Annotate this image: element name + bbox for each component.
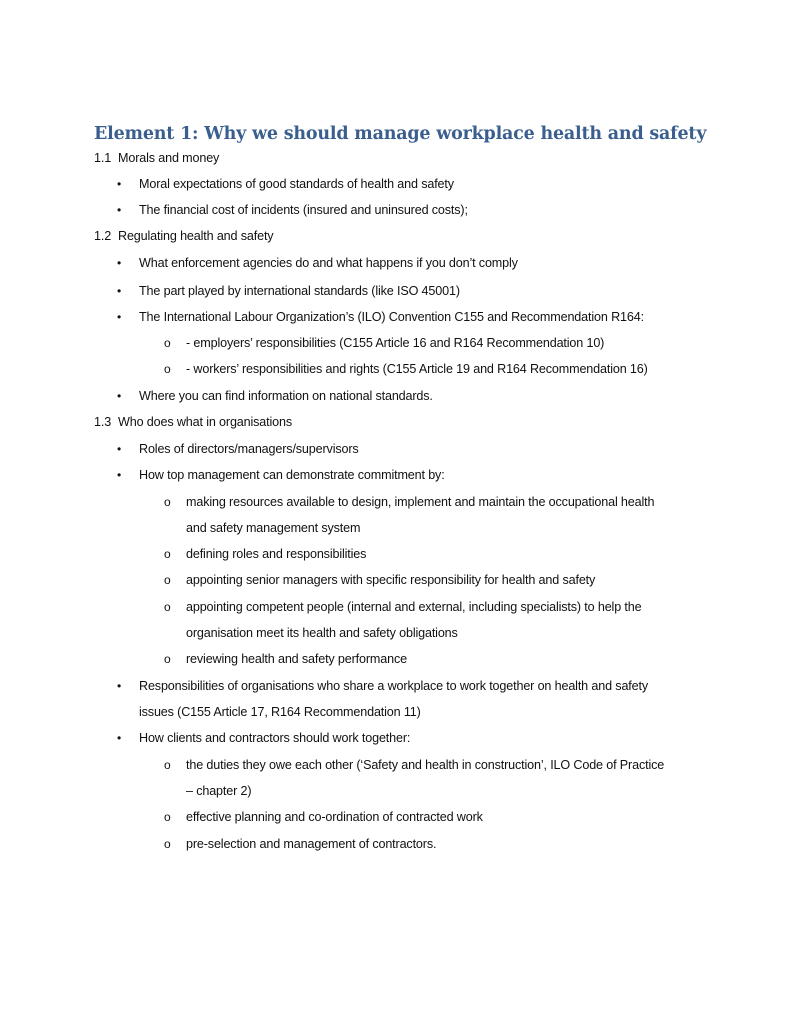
hollow-bullet-icon: o — [164, 810, 171, 824]
list-item: • Moral expectations of good standards of health and safety — [117, 177, 454, 191]
section-heading-1-1 — [94, 150, 219, 166]
list-item: • Where you can find information on national standards. — [117, 389, 433, 403]
bullet-icon: • — [117, 679, 122, 693]
section-title: Regulating health and safety — [118, 229, 274, 243]
hollow-bullet-icon: o — [164, 600, 171, 614]
sub-list-item: o - employers’ responsibilities (C155 Article 16 and R164 Recommendation 10) — [164, 336, 605, 350]
sub-list-item: o appointing competent people (internal and external, including specialists) to help the — [164, 600, 642, 614]
sub-list-item: o making resources available to design, implement and maintain the occupational health — [164, 495, 655, 509]
section-title: Who does what in organisations — [118, 415, 293, 429]
list-item: • How clients and contractors should work together: — [117, 731, 411, 745]
hollow-bullet-icon: o — [164, 837, 171, 851]
section-title: Morals and money — [118, 151, 220, 165]
bullet-icon: • — [117, 310, 122, 324]
hollow-bullet-icon: o — [164, 573, 171, 587]
list-item: • The International Labour Organization’s (ILO) Convention C155 and Recommendation R164: — [117, 310, 644, 324]
sub-list-item-continuation: and safety management system — [186, 521, 361, 535]
sub-list-item: o reviewing health and safety performance — [164, 652, 407, 666]
section-number: 1.1 — [94, 151, 112, 165]
hollow-bullet-icon: o — [164, 652, 171, 666]
bullet-icon: • — [117, 256, 122, 270]
sub-list-item: o appointing senior managers with specific responsibility for health and safety — [164, 573, 596, 587]
list-item: • Responsibilities of organisations who share a workplace to work together on health and safety — [117, 679, 648, 693]
list-item: • The part played by international standards (like ISO 45001) — [117, 284, 460, 298]
bullet-icon: • — [117, 203, 122, 217]
sub-list-item: o - workers’ responsibilities and rights (C155 Article 19 and R164 Recommendation 16) — [164, 362, 648, 376]
section-heading-1-3 — [94, 414, 292, 430]
section-heading-1-2 — [94, 228, 273, 244]
sub-list-item-continuation: – chapter 2) — [186, 784, 252, 798]
bullet-icon: • — [117, 731, 122, 745]
section-number: 1.2 — [94, 229, 112, 243]
bullet-icon: • — [117, 468, 122, 482]
bullet-icon: • — [117, 389, 122, 403]
bullet-icon: • — [117, 177, 122, 191]
sub-list-item: o the duties they owe each other (‘Safety and health in construction’, ILO Code of Practice — [164, 758, 665, 772]
list-item: • How top management can demonstrate commitment by: — [117, 468, 445, 482]
sub-list-item: o pre-selection and management of contractors. — [164, 837, 437, 851]
hollow-bullet-icon: o — [164, 362, 171, 376]
hollow-bullet-icon: o — [164, 336, 171, 350]
list-item: • The financial cost of incidents (insured and uninsured costs); — [117, 203, 468, 217]
hollow-bullet-icon: o — [164, 547, 171, 561]
sub-list-item: o defining roles and responsibilities — [164, 547, 367, 561]
hollow-bullet-icon: o — [164, 495, 171, 509]
list-item: • What enforcement agencies do and what happens if you don’t comply — [117, 256, 518, 270]
hollow-bullet-icon: o — [164, 758, 171, 772]
sub-list-item: o effective planning and co-ordination of contracted work — [164, 810, 483, 824]
section-number: 1.3 — [94, 415, 112, 429]
list-item: • Roles of directors/managers/supervisors — [117, 442, 359, 456]
sub-list-item-continuation: organisation meet its health and safety obligations — [186, 626, 458, 640]
bullet-icon: • — [117, 284, 122, 298]
element-heading: Element 1: Why we should manage workplace health and safety — [94, 124, 707, 144]
bullet-icon: • — [117, 442, 122, 456]
list-item-continuation: issues (C155 Article 17, R164 Recommendation 11) — [139, 705, 421, 719]
